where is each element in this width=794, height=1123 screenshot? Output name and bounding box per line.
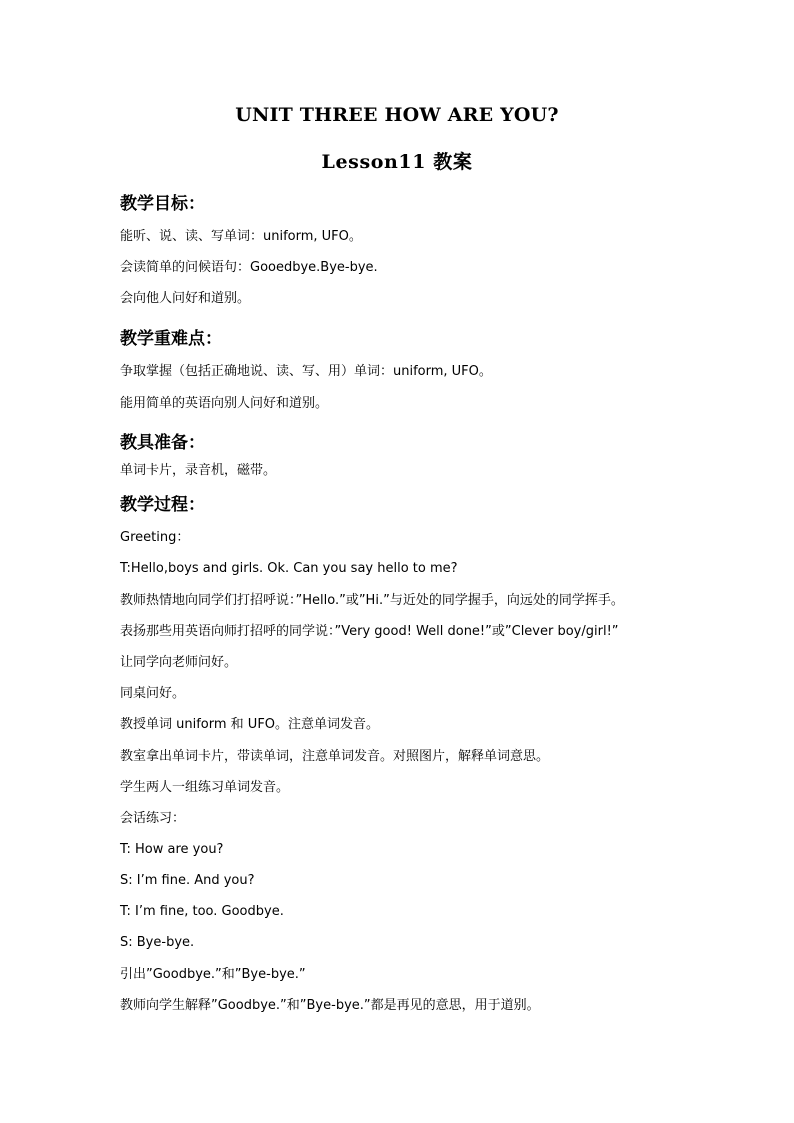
procedure-line-2: T:Hello,boys and girls. Ok. Can you say hello to me? — [120, 561, 458, 576]
procedure-line-9: 学生两人一组练习单词发音。 — [120, 780, 290, 795]
section-heading-materials: 教具准备： — [120, 433, 205, 453]
procedure-line-14: S: Bye-bye. — [120, 935, 195, 950]
procedure-line-3: 教师热情地向同学们打招呼说：”Hello.”或”Hi.”与近处的同学握手，向远处的同学挥手。 — [120, 593, 624, 608]
procedure-line-10: 会话练习： — [120, 811, 186, 826]
procedure-line-16: 教师向学生解释”Goodbye.”和”Bye-bye.”都是再见的意思，用于道别。 — [120, 998, 540, 1013]
procedure-line-7: 教授单词 uniform 和 UFO。注意单词发音。 — [120, 717, 380, 732]
procedure-line-5: 让同学向老师问好。 — [120, 655, 238, 670]
procedure-line-1: Greeting： — [120, 530, 190, 545]
document-title: UNIT THREE HOW ARE YOU? — [235, 104, 559, 126]
procedure-line-8: 教室拿出单词卡片，带读单词，注意单词发音。对照图片，解释单词意思。 — [120, 749, 550, 764]
procedure-line-15: 引出”Goodbye.”和”Bye-bye.” — [120, 967, 306, 982]
document-subtitle: Lesson11 教案 — [321, 151, 473, 173]
key-points-line-1: 争取掌握（包括正确地说、读、写、用）单词：uniform, UFO。 — [120, 364, 492, 379]
objectives-line-3: 会向他人问好和道别。 — [120, 291, 251, 306]
procedure-line-13: T: I’m fine, too. Goodbye. — [120, 904, 284, 919]
procedure-line-4: 表扬那些用英语向师打招呼的同学说：”Very good! Well done!”或”Clever boy/girl!” — [120, 624, 619, 639]
materials-line-1: 单词卡片，录音机，磁带。 — [120, 463, 277, 478]
objectives-line-2: 会读简单的问候语句：Gooedbye.Bye-bye. — [120, 260, 378, 275]
objectives-line-1: 能听、说、读、写单词：uniform, UFO。 — [120, 229, 362, 244]
section-heading-objectives: 教学目标： — [120, 194, 205, 214]
procedure-line-6: 同桌问好。 — [120, 686, 186, 701]
procedure-line-11: T: How are you? — [120, 842, 224, 857]
section-heading-procedure: 教学过程： — [120, 495, 205, 515]
key-points-line-2: 能用简单的英语向别人问好和道别。 — [120, 396, 329, 411]
section-heading-key-points: 教学重难点： — [120, 329, 222, 349]
procedure-line-12: S: I’m fine. And you? — [120, 873, 255, 888]
